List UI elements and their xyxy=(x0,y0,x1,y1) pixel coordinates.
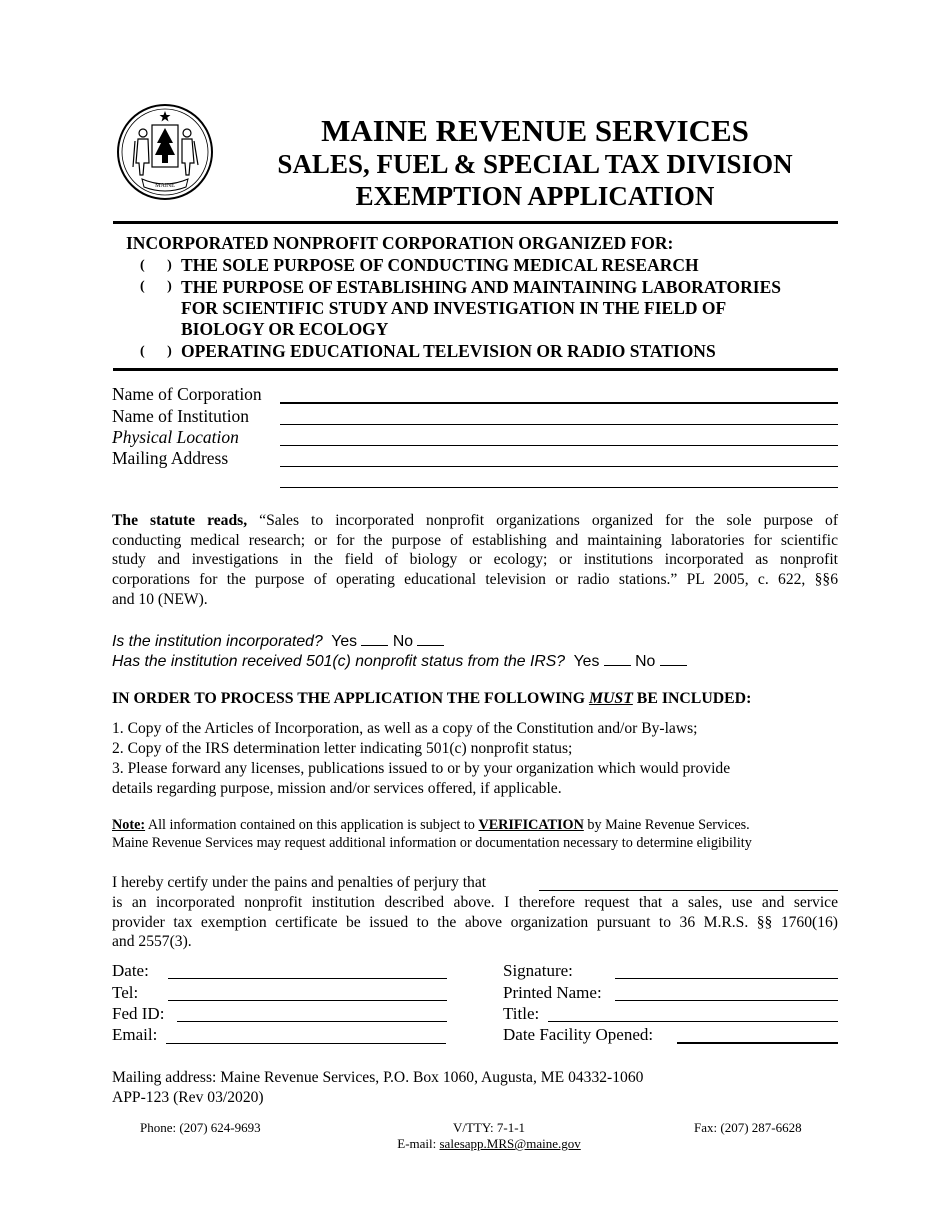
requirement-item: details regarding purpose, mission and/or services offered, if applicable. xyxy=(112,780,562,797)
purpose-option-laboratories-line3: BIOLOGY OR ECOLOGY xyxy=(181,319,389,339)
501c-no-blank[interactable] xyxy=(660,651,687,666)
incorporated-no-blank[interactable] xyxy=(417,631,444,646)
purpose-checkbox-educational-stations[interactable]: ( ) xyxy=(140,344,175,359)
name-of-corporation-field[interactable] xyxy=(280,402,838,404)
note-text: All information contained on this application is subject to xyxy=(147,817,475,833)
question-501c xyxy=(112,651,687,671)
name-of-corporation-label: Name of Corporation xyxy=(112,384,262,404)
title-field[interactable] xyxy=(548,1021,838,1022)
purpose-option-medical-research: THE SOLE PURPOSE OF CONDUCTING MEDICAL RESEARCH xyxy=(181,255,699,275)
yes-label: Yes xyxy=(331,633,358,650)
requirements-heading-pre: IN ORDER TO PROCESS THE APPLICATION THE FOLLOWING xyxy=(112,690,585,707)
footer-phone: Phone: (207) 624-9693 xyxy=(140,1120,261,1135)
question-501c-text: Has the institution received 501(c) nonprofit status from the IRS? xyxy=(112,653,566,670)
signature-field[interactable] xyxy=(615,978,838,979)
date-facility-opened-label: Date Facility Opened: xyxy=(503,1025,654,1044)
certify-line-3: provider tax exemption certificate be issued to the above organization pursuant to 36 M.R.S. §§ 1760(16) xyxy=(112,913,838,931)
footer-mailing-address: Mailing address: Maine Revenue Services, P.O. Box 1060, Augusta, ME 04332-1060 xyxy=(112,1069,644,1086)
name-of-institution-label: Name of Institution xyxy=(112,406,250,426)
purpose-option-laboratories-line2: FOR SCIENTIFIC STUDY AND INVESTIGATION IN THE FIELD OF xyxy=(181,298,727,318)
note-text-2: by Maine Revenue Services. xyxy=(587,817,750,833)
email-field[interactable] xyxy=(166,1043,446,1044)
incorporated-yes-blank[interactable] xyxy=(361,631,388,646)
certify-line-4: and 2557(3). xyxy=(112,933,192,951)
physical-location-label: Physical Location xyxy=(112,427,239,447)
division-title: SALES, FUEL & SPECIAL TAX DIVISION xyxy=(277,149,793,179)
header-divider xyxy=(113,221,838,224)
footer-email-link[interactable]: salesapp.MRS@maine.gov xyxy=(439,1136,581,1151)
signature-label: Signature: xyxy=(503,961,573,980)
tel-label: Tel: xyxy=(112,983,139,1002)
purpose-option-educational-stations: OPERATING EDUCATIONAL TELEVISION OR RADIO STATIONS xyxy=(181,341,716,361)
requirements-heading xyxy=(112,690,751,708)
statute-paragraph xyxy=(112,511,838,610)
requirement-item: 3. Please forward any licenses, publications issued to or by your organization which would provide xyxy=(112,760,731,777)
question-incorporated xyxy=(112,631,444,651)
yes-label: Yes xyxy=(573,653,600,670)
statute-line-3: study and investigations in the field of biology or ecology; or institutions incorporated as nonprofit xyxy=(112,551,838,569)
purpose-heading: INCORPORATED NONPROFIT CORPORATION ORGANIZED FOR: xyxy=(126,233,674,253)
requirements-list xyxy=(112,719,730,799)
fed-id-field[interactable] xyxy=(177,1021,447,1022)
purpose-checkbox-laboratories[interactable]: ( ) xyxy=(140,279,175,294)
form-title: EXEMPTION APPLICATION xyxy=(355,181,715,211)
note-label: Note: xyxy=(112,817,146,833)
certify-line-2: is an incorporated nonprofit institution described above. I therefore request that a sales, use and service xyxy=(112,893,838,911)
statute-lead: The statute reads, xyxy=(112,512,248,529)
statute-line-2: conducting medical research; or for the purpose of establishing and maintaining laboratories for scientific xyxy=(112,531,838,549)
physical-location-field[interactable] xyxy=(280,445,838,446)
mailing-address-label: Mailing Address xyxy=(112,448,229,468)
mailing-address-field-line2[interactable] xyxy=(280,487,838,488)
verification-note xyxy=(112,816,752,852)
question-incorporated-text: Is the institution incorporated? xyxy=(112,633,323,650)
email-label: Email: xyxy=(112,1025,158,1044)
statute-line-5: and 10 (NEW). xyxy=(112,590,208,608)
statute-line-1: “Sales to incorporated nonprofit organizations organized for the sole purpose of xyxy=(259,512,839,529)
footer-email xyxy=(339,1136,639,1152)
date-facility-opened-field[interactable] xyxy=(677,1042,838,1044)
certification-paragraph xyxy=(112,873,838,952)
no-label: No xyxy=(392,633,414,650)
purpose-divider xyxy=(113,368,838,371)
statute-line-4: corporations for the purpose of operating educational television or radio stations.” PL 2005, c. 622, §§6 xyxy=(112,571,838,589)
printed-name-field[interactable] xyxy=(615,1000,838,1001)
mailing-address-field[interactable] xyxy=(280,466,838,467)
purpose-checkbox-medical-research[interactable]: ( ) xyxy=(140,258,175,273)
seal-banner-text: MAINE xyxy=(155,183,175,189)
certify-organization-field[interactable] xyxy=(539,890,838,891)
footer-email-label: E-mail: xyxy=(397,1136,437,1151)
tel-field[interactable] xyxy=(168,1000,447,1001)
form-id: APP-123 (Rev 03/2020) xyxy=(112,1088,264,1106)
certify-line-1: I hereby certify under the pains and penalties of perjury that xyxy=(112,874,487,891)
name-of-institution-field[interactable] xyxy=(280,424,838,425)
footer-address-block xyxy=(112,1068,643,1107)
purpose-option-laboratories: THE PURPOSE OF ESTABLISHING AND MAINTAINING LABORATORIES xyxy=(181,277,781,297)
maine-state-seal-icon xyxy=(116,103,214,201)
agency-title: MAINE REVENUE SERVICES xyxy=(321,113,749,148)
requirement-item: 2. Copy of the IRS determination letter indicating 501(c) nonprofit status; xyxy=(112,740,573,757)
footer-fax: Fax: (207) 287-6628 xyxy=(694,1120,802,1135)
title-label: Title: xyxy=(503,1004,540,1023)
501c-yes-blank[interactable] xyxy=(604,651,631,666)
footer-vtty: V/TTY: 7-1-1 xyxy=(452,1120,526,1135)
no-label: No xyxy=(635,653,656,670)
date-label: Date: xyxy=(112,961,149,980)
date-field[interactable] xyxy=(168,978,447,979)
fed-id-label: Fed ID: xyxy=(112,1004,165,1023)
requirements-heading-must: MUST xyxy=(588,690,633,707)
note-line-2: Maine Revenue Services may request additional information or documentation necessary to determine eligibility xyxy=(112,835,752,851)
requirement-item: 1. Copy of the Articles of Incorporation, as well as a copy of the Constitution and/or By-laws; xyxy=(112,720,698,737)
verification-label: VERIFICATION xyxy=(478,817,584,833)
printed-name-label: Printed Name: xyxy=(503,983,602,1002)
requirements-heading-post: BE INCLUDED: xyxy=(636,690,752,707)
